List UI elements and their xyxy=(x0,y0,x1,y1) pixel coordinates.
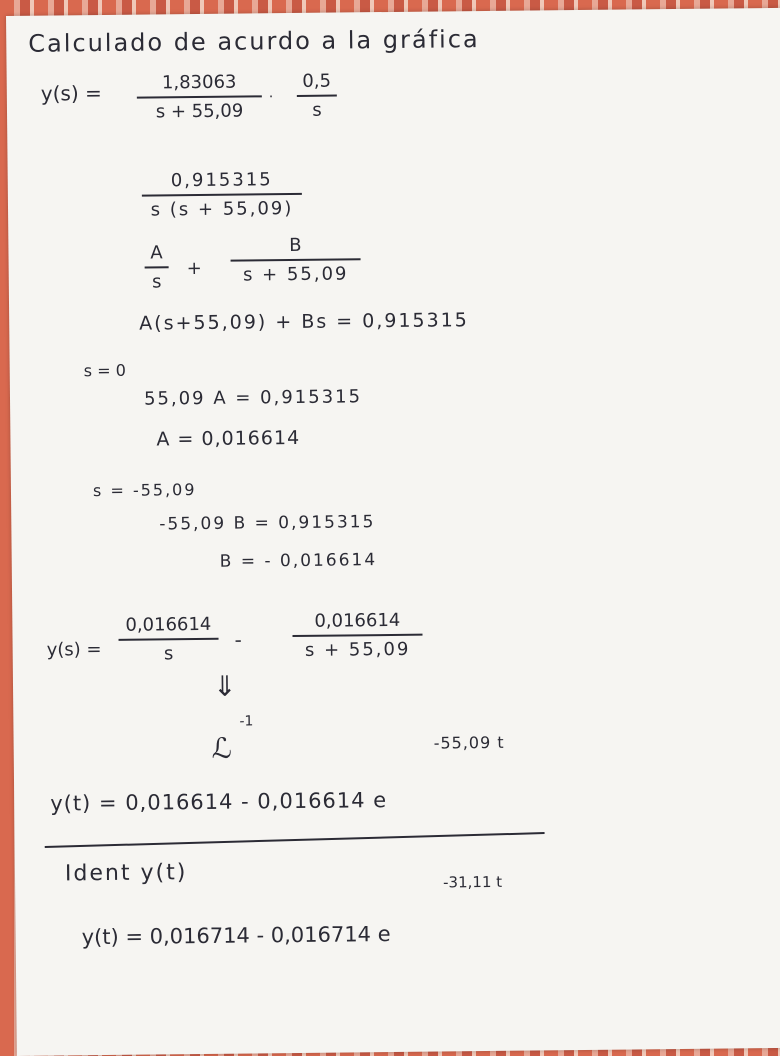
eq1-frac1-den: s + 55,09 xyxy=(155,100,244,122)
laplace-exponent: -1 xyxy=(239,713,254,730)
eq2-fraction xyxy=(142,169,303,220)
eq3-a-num: A xyxy=(150,242,163,264)
page-title: Calculado de acurdo a la gráfica xyxy=(28,25,480,58)
eq5-frac1-num: 0,016614 xyxy=(125,613,212,636)
eq5-fraction-2 xyxy=(292,610,423,661)
eq1-frac1-num: 1,83063 xyxy=(161,71,237,94)
eq3-b-den: s + 55,09 xyxy=(242,262,349,286)
eq4: A(s+55,09) + Bs = 0,915315 xyxy=(139,309,469,335)
ident-label: Ident y(t) xyxy=(64,860,188,887)
fraction-bar xyxy=(145,266,169,268)
laplace-symbol: ℒ xyxy=(211,731,233,765)
eq2-num: 0,915315 xyxy=(170,169,273,192)
fraction-bar xyxy=(142,193,302,196)
notebook-page xyxy=(6,8,780,1056)
eq5-frac1-den: s xyxy=(163,642,174,664)
eq7-exponent: -31,11 t xyxy=(443,872,503,892)
eq3-b-num: B xyxy=(289,234,302,257)
fraction-bar xyxy=(231,258,361,261)
eq6: y(t) = 0,016614 - 0,016614 e xyxy=(50,788,388,816)
eq3-fraction-a xyxy=(144,242,169,292)
eq5-minus: - xyxy=(234,627,242,652)
multiply-dot: · xyxy=(268,89,274,106)
eq5-lhs: y(s) = xyxy=(46,639,102,661)
down-arrow-icon: ⇓ xyxy=(212,669,237,703)
divider-line xyxy=(45,832,545,847)
case1-line2: A = 0,016614 xyxy=(156,426,301,451)
eq1-lhs: y(s) = xyxy=(40,81,102,106)
eq3-plus: + xyxy=(186,257,202,280)
case2-line1: -55,09 B = 0,915315 xyxy=(159,512,376,535)
eq5-frac2-num: 0,016614 xyxy=(314,609,401,632)
case1-line1: 55,09 A = 0,915315 xyxy=(143,386,363,410)
fraction-bar xyxy=(119,638,219,641)
case1-label: s = 0 xyxy=(83,360,126,381)
eq5-fraction-1 xyxy=(118,614,219,665)
eq3-a-den: s xyxy=(151,270,162,292)
fraction-bar xyxy=(137,95,262,98)
fraction-bar xyxy=(297,95,337,97)
eq1-fraction-2 xyxy=(297,71,338,121)
eq1-frac2-num: 0,5 xyxy=(302,70,332,92)
eq3-fraction-b xyxy=(230,234,361,285)
fraction-bar xyxy=(292,634,422,637)
eq2-den: s (s + 55,09) xyxy=(150,197,294,220)
eq6-exponent: -55,09 t xyxy=(433,732,505,753)
case2-label: s = -55,09 xyxy=(92,480,197,501)
case2-line2: B = - 0,016614 xyxy=(219,550,378,572)
eq1-frac2-den: s xyxy=(312,99,322,121)
eq1-fraction-1 xyxy=(137,71,263,122)
eq7: y(t) = 0,016714 - 0,016714 e xyxy=(81,922,391,950)
eq5-frac2-den: s + 55,09 xyxy=(304,638,411,661)
